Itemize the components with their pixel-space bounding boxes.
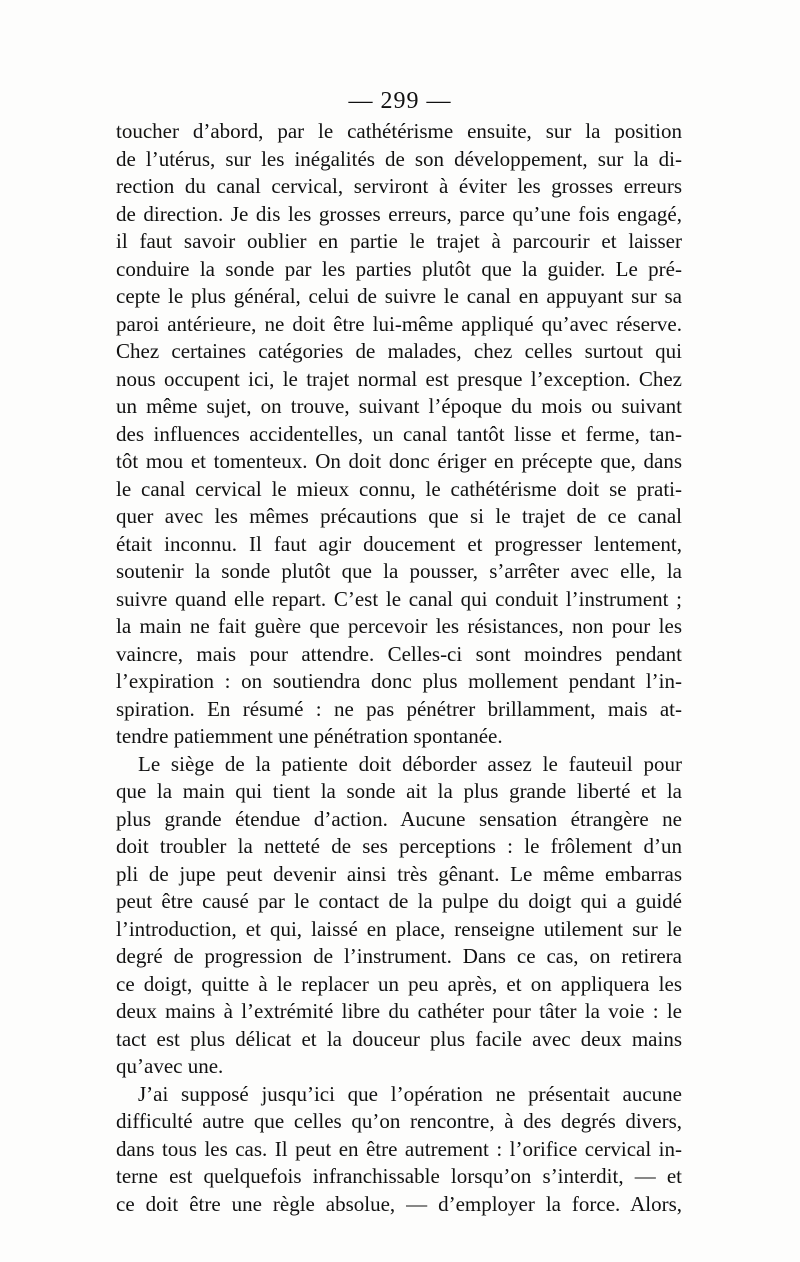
text-line: soutenir la sonde plutôt que la pousser, s’arrêter avec elle, la <box>116 559 682 583</box>
text-line: pli de jupe peut devenir ainsi très gênant. Le même embarras <box>116 861 682 886</box>
text-line: peut être causé par le contact de la pulpe du doigt qui a guidé <box>116 889 682 913</box>
text-line: nous occupent ici, le trajet normal est presque l’exception. Chez <box>116 366 682 391</box>
text-line: des influences accidentelles, un canal tantôt lisse et ferme, tan- <box>116 421 682 446</box>
text-line: cepte le plus général, celui de suivre le canal en appuyant sur sa <box>116 284 682 308</box>
text-line: Le siège de la patiente doit déborder assez le fauteuil pour <box>138 751 682 776</box>
text-line: un même sujet, on trouve, suivant l’époque du mois ou suivant <box>116 394 682 418</box>
text-line: la main ne fait guère que percevoir les résistances, non pour les <box>116 614 682 638</box>
text-line: il faut savoir oublier en partie le trajet à parcourir et laisser <box>116 229 682 253</box>
text-line: ce doit être une règle absolue, — d’employer la force. Alors, <box>116 1191 682 1216</box>
text-line: l’expiration : on soutiendra donc plus mollement pendant l’in- <box>116 669 682 693</box>
text-line: que la main qui tient la sonde ait la plus grande liberté et la <box>116 779 682 803</box>
text-line: quer avec les mêmes précautions que si le trajet de ce canal <box>116 504 682 528</box>
text-line: paroi antérieure, ne doit être lui-même appliqué qu’avec réserve. <box>116 311 682 336</box>
text-line: vaincre, mais pour attendre. Celles-ci sont moindres pendant <box>116 641 682 666</box>
text-line: deux mains à l’extrémité libre du cathéter pour tâter la voie : le <box>116 999 682 1023</box>
page-number: — 299 — <box>348 88 452 114</box>
text-line: était inconnu. Il faut agir doucement et progresser lentement, <box>116 531 682 556</box>
body-text <box>116 118 682 1218</box>
text-line: de direction. Je dis les grosses erreurs, parce qu’une fois engagé, <box>116 201 682 226</box>
text-line: l’introduction, et qui, laissé en place, renseigne utilement sur le <box>116 916 682 941</box>
text-line: Chez certaines catégories de malades, chez celles surtout qui <box>116 339 682 363</box>
text-line: doit troubler la netteté de ses perceptions : le frôlement d’un <box>116 834 682 858</box>
text-line: J’ai supposé jusqu’ici que l’opération ne présentait aucune <box>138 1081 682 1106</box>
text-line: le canal cervical le mieux connu, le cathétérisme doit se prati- <box>116 476 682 501</box>
text-line: dans tous les cas. Il peut en être autrement : l’orifice cervical in- <box>116 1136 682 1161</box>
text-line: rection du canal cervical, serviront à éviter les grosses erreurs <box>116 174 682 198</box>
text-line: degré de progression de l’instrument. Dans ce cas, on retirera <box>116 944 682 968</box>
text-line: suivre quand elle repart. C’est le canal qui conduit l’instrument ; <box>116 586 682 611</box>
text-line: de l’utérus, sur les inégalités de son développement, sur la di- <box>116 146 682 171</box>
text-line: plus grande étendue d’action. Aucune sensation étrangère ne <box>116 806 682 831</box>
text-line: tôt mou et tomenteux. On doit donc ériger en précepte que, dans <box>116 449 682 473</box>
text-line: tendre patiemment une pénétration spontanée. <box>116 724 503 748</box>
text-line: toucher d’abord, par le cathétérisme ensuite, sur la position <box>116 119 682 143</box>
text-line: difficulté autre que celles qu’on rencontre, à des degrés divers, <box>116 1109 682 1133</box>
text-line: ce doigt, quitte à le replacer un peu après, et on appliquera les <box>116 971 682 996</box>
text-line: tact est plus délicat et la douceur plus facile avec deux mains <box>116 1026 682 1051</box>
text-line: terne est quelquefois infranchissable lorsqu’on s’interdit, — et <box>116 1164 682 1188</box>
text-line: spiration. En résumé : ne pas pénétrer brillamment, mais at- <box>116 696 682 721</box>
text-line: conduire la sonde par les parties plutôt que la guider. Le pré- <box>116 256 682 281</box>
text-line: qu’avec une. <box>116 1054 224 1078</box>
